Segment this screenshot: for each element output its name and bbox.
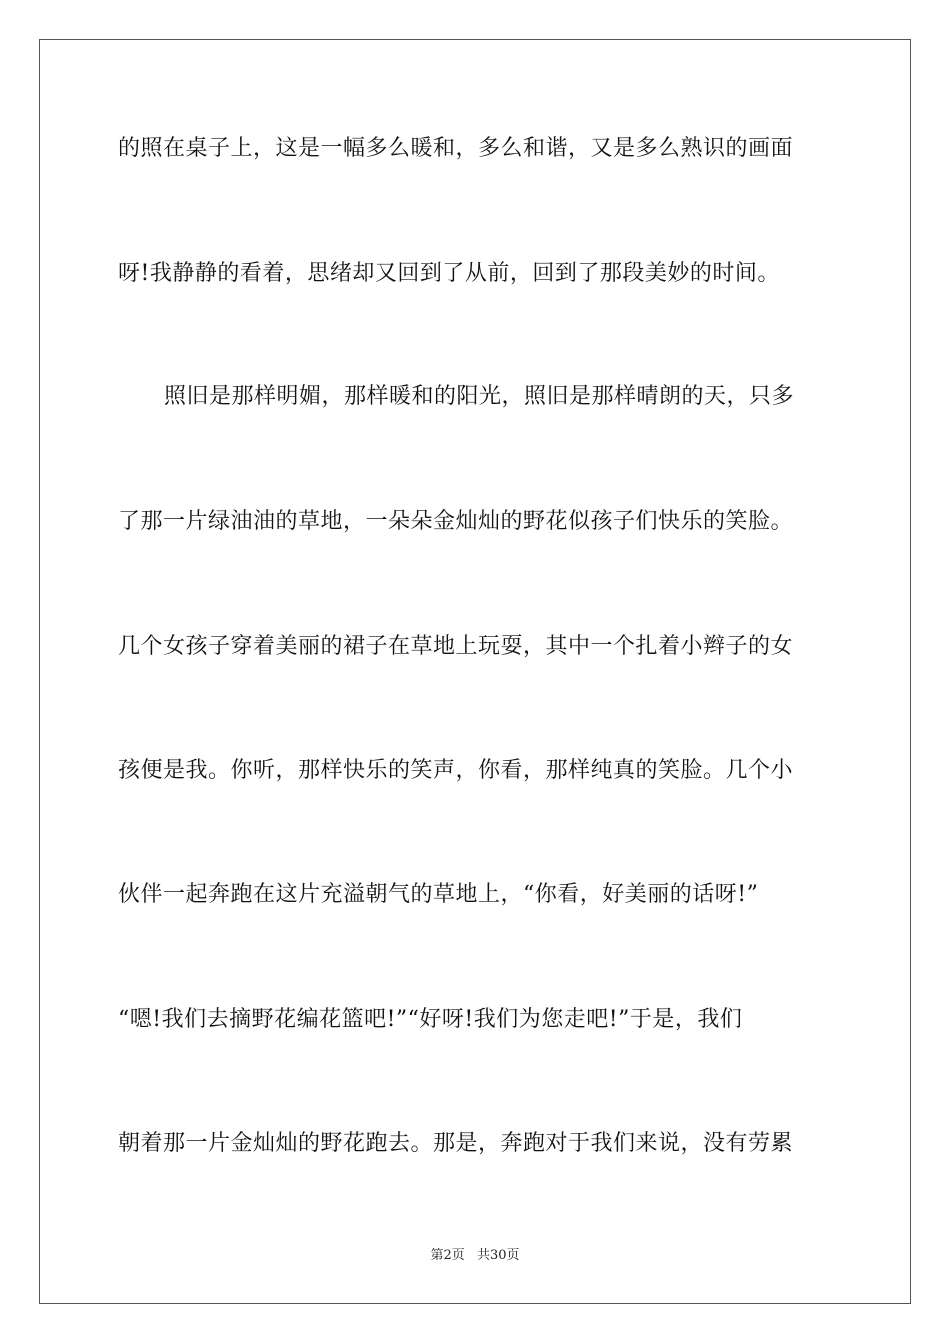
text-line-5: 几个女孩子穿着美丽的裙子在草地上玩耍，其中一个扎着小辫子的女: [118, 634, 794, 659]
text-line-8: “嗯!我们去摘野花编花篮吧!”“好呀!我们为您走吧!”于是，我们: [118, 1007, 743, 1032]
text-line-7: 伙伴一起奔跑在这片充溢朝气的草地上，“你看，好美丽的话呀!”: [118, 882, 759, 907]
page-border: [39, 39, 911, 1304]
text-line-1: 的照在桌子上，这是一幅多么暖和，多么和谐，又是多么熟识的画面: [118, 136, 794, 161]
page-number: 第2页: [430, 1248, 465, 1263]
text-line-2: 呀!我静静的看着，思绪却又回到了从前，回到了那段美妙的时间。: [118, 261, 780, 286]
page-total: 共30页: [476, 1248, 520, 1263]
text-line-4: 了那一片绿油油的草地，一朵朵金灿灿的野花似孩子们快乐的笑脸。: [118, 509, 794, 534]
text-line-3-paragraph-start: 照旧是那样明媚，那样暖和的阳光，照旧是那样晴朗的天，只多: [164, 384, 795, 409]
page-footer: [0, 1247, 950, 1265]
text-line-9: 朝着那一片金灿灿的野花跑去。那是，奔跑对于我们来说，没有劳累: [118, 1131, 794, 1156]
text-line-6: 孩便是我。你听，那样快乐的笑声，你看，那样纯真的笑脸。几个小: [118, 758, 794, 783]
